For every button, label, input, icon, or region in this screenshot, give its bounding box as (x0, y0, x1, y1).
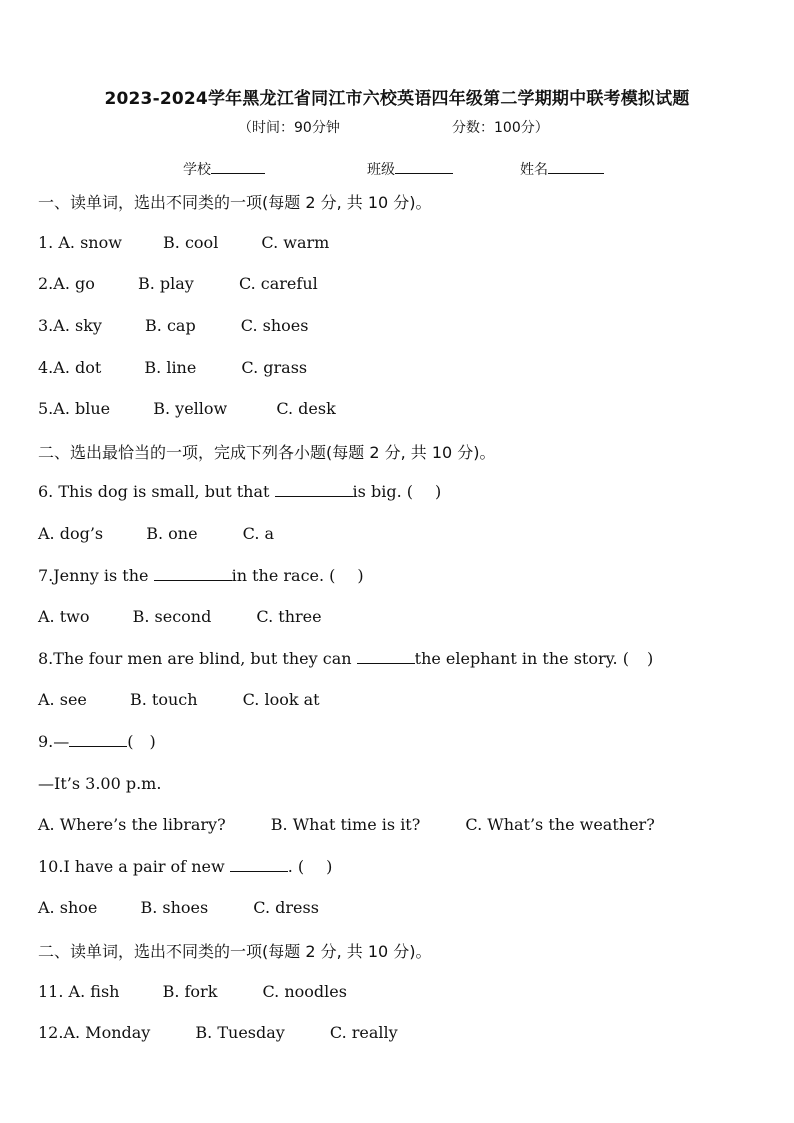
section-heading-2: 二、选出最恰当的一项，完成下列各小题(每题 2 分, 共 10 分)。 (38, 443, 496, 462)
question-stem-end: is big. ( (352, 482, 413, 501)
option-b: B. What time is it? (270, 815, 421, 834)
exam-time: （时间：90分钟 (238, 120, 340, 136)
question-9-options (38, 815, 655, 834)
option-a: A. blue (53, 399, 111, 418)
question-stem-start: 7.Jenny is the (38, 566, 154, 585)
answer-paren-close: ) (357, 566, 364, 585)
option-a: A. dot (53, 358, 102, 377)
option-b: B. cap (145, 316, 196, 335)
option-c: C. desk (276, 399, 336, 418)
question-6-options (38, 524, 274, 543)
question-6 (38, 482, 441, 501)
answer-blank[interactable] (275, 482, 353, 497)
option-c: C. really (329, 1023, 398, 1042)
option-a: A. Where’s the library? (38, 815, 226, 834)
answer-blank[interactable] (154, 566, 232, 581)
question-9-reply: —It’s 3.00 p.m. (38, 774, 162, 793)
question-9 (38, 732, 156, 751)
question-2 (38, 274, 318, 293)
option-b: B. touch (129, 690, 198, 709)
answer-blank[interactable] (69, 732, 127, 747)
school-blank[interactable] (211, 159, 265, 174)
option-c: C. grass (241, 358, 308, 377)
class-label: 班级 (367, 162, 395, 178)
answer-paren-close: ) (149, 732, 156, 751)
option-b: B. Tuesday (195, 1023, 285, 1042)
question-stem-start: 10.I have a pair of new (38, 857, 230, 876)
name-field (520, 159, 604, 179)
answer-paren-close: ) (646, 649, 654, 668)
option-c: C. three (256, 607, 322, 626)
question-12 (38, 1023, 398, 1042)
question-3 (38, 316, 308, 335)
option-a: A. Monday (63, 1023, 151, 1042)
question-10 (38, 857, 332, 876)
question-number: 3. (38, 316, 54, 335)
option-c: C. shoes (240, 316, 309, 335)
option-b: B. fork (162, 982, 218, 1001)
question-7-options (38, 607, 322, 626)
option-c: C. careful (238, 274, 318, 293)
option-b: B. shoes (140, 898, 209, 917)
option-c: C. warm (261, 233, 330, 252)
question-4 (38, 358, 307, 377)
option-b: B. play (137, 274, 194, 293)
question-number: 4. (38, 358, 54, 377)
exam-score: 分数：100分） (452, 120, 549, 136)
question-stem-end: in the race. ( (231, 566, 336, 585)
option-a: A. snow (58, 233, 122, 252)
question-stem-start: 6. This dog is small, but that (38, 482, 275, 501)
option-b: B. cool (163, 233, 219, 252)
option-a: A. go (53, 274, 95, 293)
option-b: B. line (144, 358, 197, 377)
option-c: C. a (242, 524, 275, 543)
question-stem-end: . ( (287, 857, 305, 876)
exam-title: 2023-2024学年黑龙江省同江市六校英语四年级第二学期期中联考模拟试题 (104, 89, 690, 109)
school-label: 学校 (183, 162, 211, 178)
question-7 (38, 566, 364, 585)
answer-blank[interactable] (230, 857, 288, 872)
question-10-options (38, 898, 319, 917)
option-b: B. second (132, 607, 212, 626)
answer-blank[interactable] (357, 649, 415, 664)
option-c: C. look at (242, 690, 320, 709)
option-c: C. noodles (262, 982, 347, 1001)
answer-paren-close: ) (434, 482, 442, 501)
question-11 (38, 982, 347, 1001)
option-c: C. What’s the weather? (465, 815, 655, 834)
answer-paren-close: ) (326, 857, 333, 876)
question-stem-end: ( (127, 732, 134, 751)
option-b: B. yellow (153, 399, 228, 418)
option-a: A. dog’s (38, 524, 104, 543)
question-5 (38, 399, 336, 418)
question-8 (38, 649, 653, 668)
class-blank[interactable] (395, 159, 453, 174)
option-a: A. sky (53, 316, 102, 335)
name-blank[interactable] (548, 159, 604, 174)
option-b: B. one (146, 524, 198, 543)
option-c: C. dress (253, 898, 319, 917)
question-number: 1. (38, 233, 54, 252)
question-number: 12. (38, 1023, 64, 1042)
section-heading-1: 一、读单词，选出不同类的一项(每题 2 分, 共 10 分)。 (38, 193, 432, 212)
question-8-options (38, 690, 320, 709)
question-stem-start: 8.The four men are blind, but they can (38, 649, 357, 668)
name-label: 姓名 (520, 162, 548, 178)
school-field (183, 159, 265, 179)
question-stem-start: 9.— (38, 732, 70, 751)
section-heading-3: 二、读单词，选出不同类的一项(每题 2 分, 共 10 分)。 (38, 942, 432, 961)
class-field (367, 159, 453, 179)
question-number: 2. (38, 274, 54, 293)
question-stem-end: the elephant in the story. ( (414, 649, 629, 668)
option-a: A. shoe (38, 898, 98, 917)
option-a: A. see (38, 690, 87, 709)
option-a: A. two (38, 607, 90, 626)
question-number: 5. (38, 399, 54, 418)
option-a: A. fish (68, 982, 120, 1001)
question-1 (38, 233, 329, 252)
question-number: 11. (38, 982, 64, 1001)
